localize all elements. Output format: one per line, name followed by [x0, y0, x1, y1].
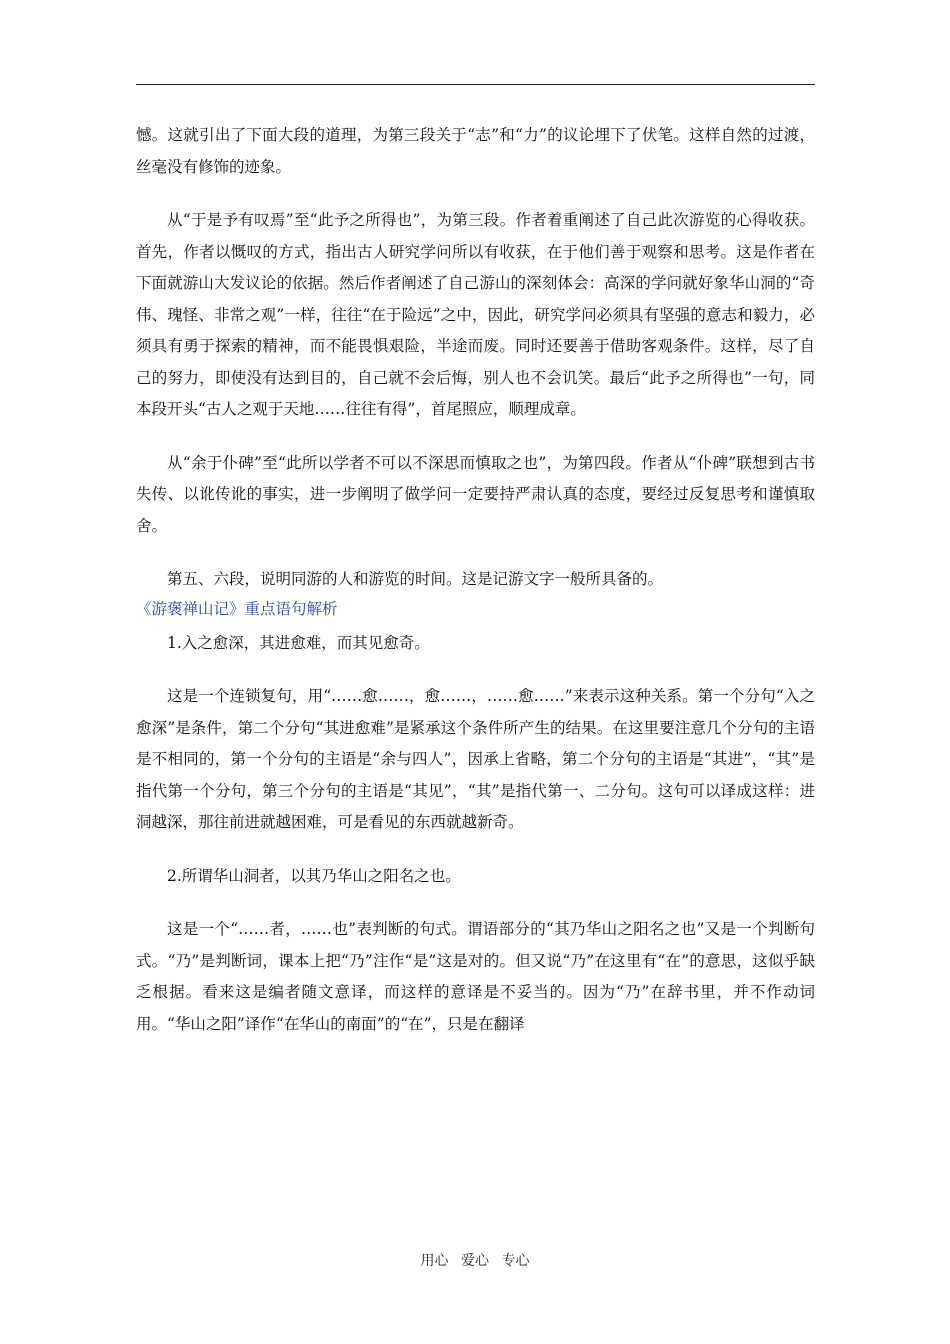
- paragraph-3: 从“余于仆碑”至“此所以学者不可以不深思而慎取之也”，为第四段。作者从“仆碑”联想到古书失传、以讹传讹的事实，进一步阐明了做学问一定要持严肃认真的态度，要经过反复思考和谨慎取舍。: [136, 453, 815, 535]
- header-rule: [136, 84, 815, 85]
- document-body: [136, 120, 815, 1040]
- paragraph-1: 憾。这就引出了下面大段的道理，为第三段关于“志”和“力”的议论埋下了伏笔。这样自然的过渡，丝毫没有修饰的迹象。: [136, 126, 815, 176]
- footer-word-3: 专心: [501, 1253, 530, 1269]
- paragraph-2: 从“于是予有叹焉”至“此予之所得也”，为第三段。作者着重阐述了自己此次游览的心得收获。首先，作者以慨叹的方式，指出古人研究学问所以有收获，在于他们善于观察和思考。这是作者在下面就游山大发议论的依据。然后作者阐述了自己游山的深刻体会：高深的学问就好象华山洞的“奇伟、瑰怪、非常之观”一样，往往“在于险远”之中，因此，研究学问必须具有坚强的意志和毅力，必须具有勇于探索的精神，而不能畏惧艰险，半途而废。同时还要善于借助客观条件。这样，尽了自己的努力，即使没有达到目的，自己就不会后悔，别人也不会讥笑。最后“此予之所得也”一句，同本段开头“古人之观于天地……往往有得”，首尾照应，顺理成章。: [136, 211, 815, 418]
- footer-word-2: 爱心: [461, 1253, 489, 1269]
- key-sentence-1: 1.入之愈深，其进愈难，而其见愈奇。: [167, 633, 430, 652]
- key-sentence-2: 2.所谓华山洞者，以其乃华山之阳名之也。: [167, 866, 461, 885]
- page-footer: [0, 1250, 950, 1270]
- footer-word-1: 用心: [420, 1253, 449, 1269]
- section-title: 《游褒禅山记》重点语句解析: [136, 599, 338, 618]
- paragraph-5: 这是一个连锁复句，用“……愈……，愈……，……愈……”来表示这种关系。第一个分句“入之愈深”是条件，第二个分句“其进愈难”是紧承这个条件所产生的结果。在这里要注意几个分句的主语是不相同的，第一个分句的主语是“余与四人”，因承上省略，第二个分句的主语是“其进”，“其”是指代第一个分句，第三个分句的主语是“其见”，“其”是指代第一、二分句。这句可以译成这样：进洞越深，那往前进就越困难，可是看见的东西就越新奇。: [136, 687, 815, 831]
- paragraph-4: 第五、六段，说明同游的人和游览的时间。这是记游文字一般所具备的。: [167, 570, 664, 588]
- paragraph-6: 这是一个“……者，……也”表判断的句式。谓语部分的“其乃华山之阳名之也”又是一个判断句式。“乃”是判断词，课本上把“乃”注作“是”这是对的。但又说“乃”在这里有“在”的意思，这似乎缺乏根据。看来这是编者随文意译，而这样的意译是不妥当的。因为“乃”在辞书里，并不作动词用。“华山之阳”译作“在华山的南面”的“在”，只是在翻译: [136, 920, 815, 1033]
